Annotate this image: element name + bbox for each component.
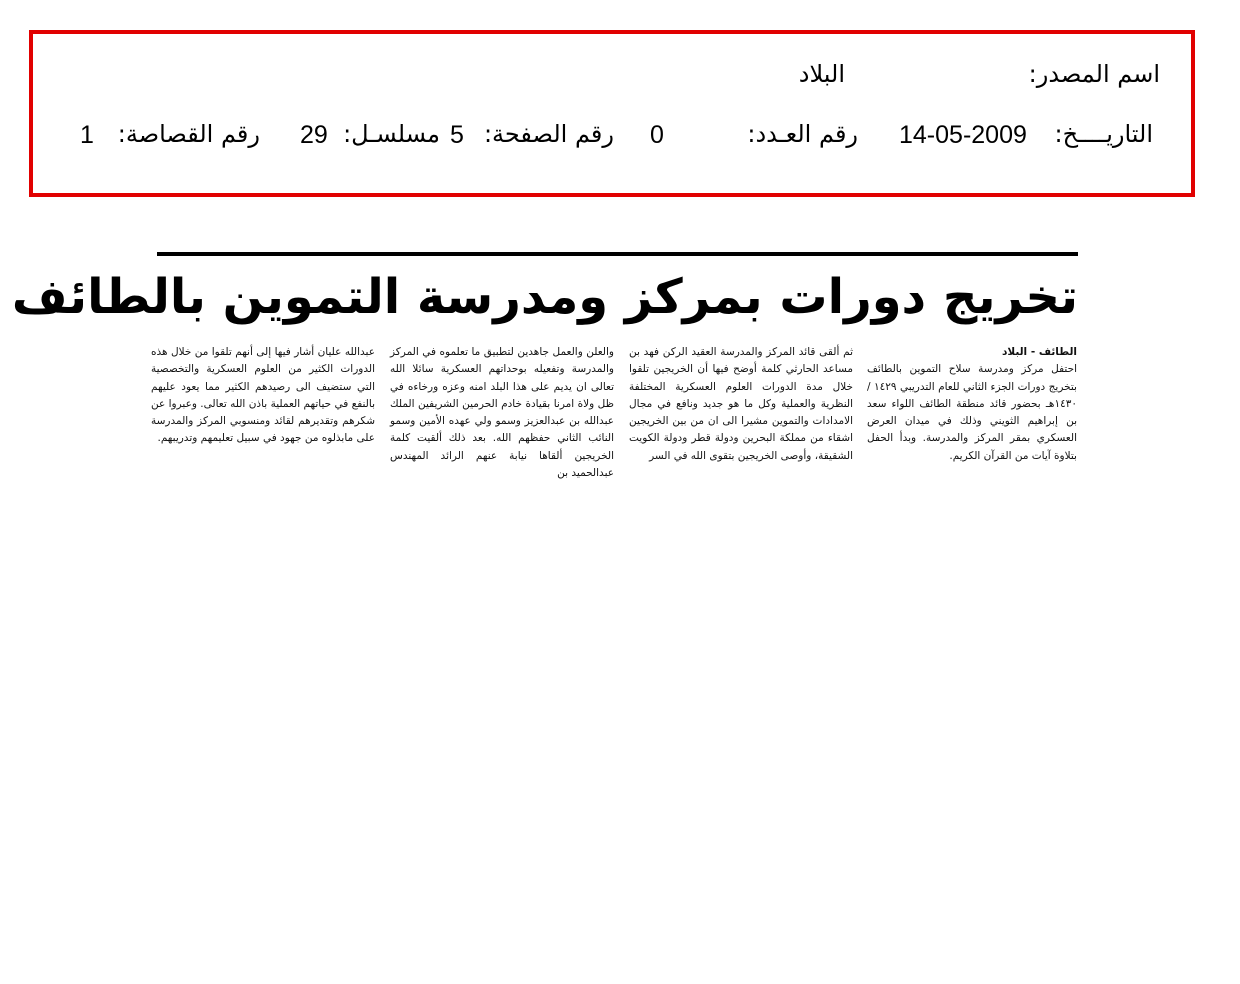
serial-value: 29 bbox=[300, 121, 328, 149]
headline-rule bbox=[157, 252, 1078, 256]
date-value: 14-05-2009 bbox=[899, 121, 1027, 149]
column-3-text: والعلن والعمل جاهدين لتطبيق ما تعلموه في المركز والمدرسة وتفعيله بوحداتهم العسكرية سائلا الله تعالى ان يديم على هذا البلد امنه وعزه ورخاءه في ظل ولاة امرنا بقيادة خادم الحرمين الشريفين الملك عبدالله بن عبدالعزيز وسمو ولي عهده الأمين وسمو النائب الثاني حفظهم الله. بعد ذلك ألقيت كلمة الخريجين ألقاها نيابة عنهم الرائد المهندس عبدالحميد بن bbox=[390, 346, 614, 480]
date-label: التاريــــخ: bbox=[1054, 120, 1153, 148]
article-column-2 bbox=[629, 344, 853, 465]
column-2-text: ثم ألقى قائد المركز والمدرسة العقيد الركن فهد بن مساعد الحارثي كلمة أوضح فيها أن الخريجين تلقوا خلال مدة الدورات العلوم العسكرية المختلفة النظرية والعملية وكل ما هو جديد ونافع في مجال الامدادات والتموين مشيرا الى ان من بين الخريجين اشقاء من مملكة البحرين ودولة قطر ودولة الكويت الشقيقة، وأوصى الخريجين بتقوى الله في السر bbox=[629, 346, 853, 462]
page-label: رقم الصفحة: bbox=[483, 120, 614, 148]
source-value: البلاد bbox=[798, 60, 845, 88]
page-value: 5 bbox=[450, 121, 464, 149]
column-4-text: عبدالله عليان أشار فيها إلى أنهم تلقوا من خلال هذه الدورات الكثير من العلوم العسكرية والتخصصية التي ستضيف الى رصيدهم الكثير مما يعود عليهم بالنفع في حياتهم العملية باذن الله تعالى. وعبروا عن شكرهم وتقديرهم لقائد ومنسوبي المركز والمدرسة على مابذلوه من جهود في سبيل تعليمهم وتدريبهم. bbox=[151, 346, 375, 445]
metadata-header-box bbox=[29, 30, 1195, 197]
article-column-1 bbox=[867, 344, 1077, 465]
article-column-3 bbox=[390, 344, 614, 482]
article-headline: تخريج دورات بمركز ومدرسة التموين بالطائف bbox=[11, 269, 1078, 325]
issue-label: رقم العـدد: bbox=[747, 120, 858, 148]
clip-value: 1 bbox=[80, 121, 94, 149]
issue-value: 0 bbox=[650, 121, 664, 149]
source-label: اسم المصدر: bbox=[1028, 60, 1160, 88]
article-column-4 bbox=[151, 344, 375, 448]
clip-label: رقم القصاصة: bbox=[117, 120, 260, 148]
article-byline: الطائف - البلاد bbox=[1001, 346, 1077, 358]
serial-label: مسلسـل: bbox=[343, 120, 440, 148]
column-1-text: احتفل مركز ومدرسة سلاح التموين بالطائف بتخريج دورات الجزء الثاني للعام التدريبي ١٤٢٩ / ١٤٣٠هـ بحضور قائد منطقة الطائف اللواء سعد بن إبراهيم الثويني وذلك في ميدان العرض العسكري بمقر المركز والمدرسة. وبدأ الحفل بتلاوة آيات من القرآن الكريم. bbox=[867, 363, 1077, 462]
